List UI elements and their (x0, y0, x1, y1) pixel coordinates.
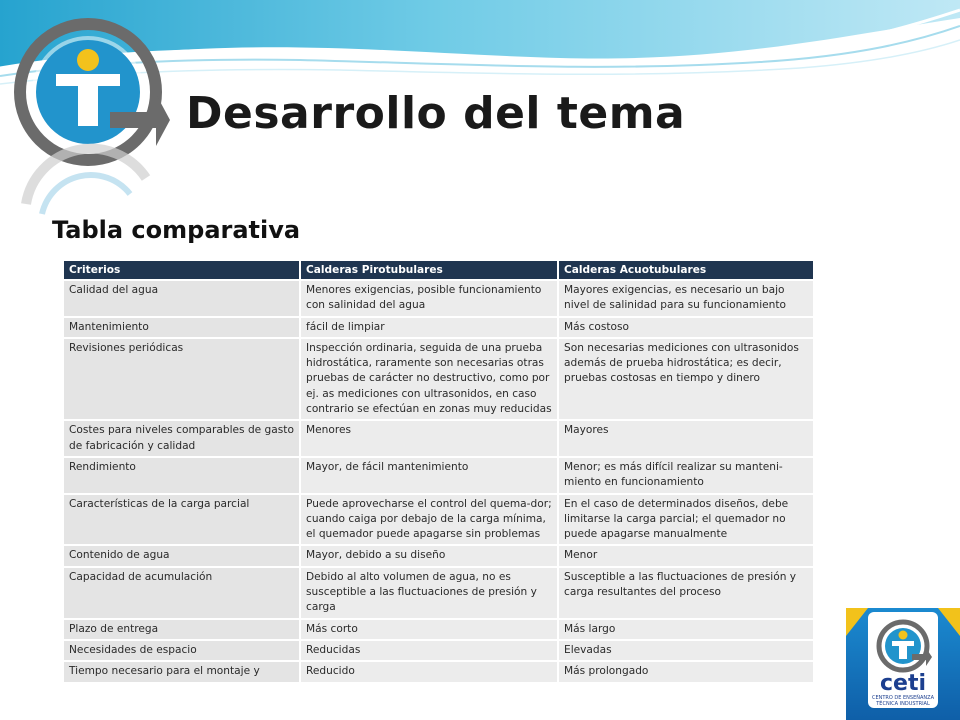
acuotubular-cell: Más costoso (558, 317, 814, 338)
acuotubular-cell: Mayores (558, 420, 814, 457)
table-row (64, 567, 814, 619)
pirotubular-cell: Mayor, debido a su diseño (300, 545, 558, 566)
criterion-cell: Plazo de entrega (64, 619, 300, 640)
table-row (64, 317, 814, 338)
table-row (64, 545, 814, 566)
acuotubular-cell: Elevadas (558, 640, 814, 661)
slide-title: Desarrollo del tema (186, 88, 686, 139)
logo-ceti-mark-icon (6, 8, 172, 246)
pirotubular-cell: Reducido (300, 661, 558, 681)
ceti-tagline-line1: CENTRO DE ENSEÑANZA (871, 695, 935, 701)
table-row (64, 338, 814, 420)
ceti-tagline-line2: TÉCNICA INDUSTRIAL (876, 701, 930, 707)
pirotubular-cell: Más corto (300, 619, 558, 640)
comparison-table-container (64, 261, 814, 693)
acuotubular-cell: Susceptible a las fluctuaciones de presión y carga resultantes del proceso (558, 567, 814, 619)
acuotubular-cell: Mayores exigencias, es necesario un bajo nivel de salinidad para su funcionamiento (558, 280, 814, 317)
header-criterios: Criterios (64, 261, 300, 280)
acuotubular-cell: Más largo (558, 619, 814, 640)
criterion-cell: Capacidad de acumulación (64, 567, 300, 619)
criterion-cell: Mantenimiento (64, 317, 300, 338)
pirotubular-cell: Menores exigencias, posible funcionamiento con salinidad del agua (300, 280, 558, 317)
acuotubular-cell: Menor (558, 545, 814, 566)
pirotubular-cell: Menores (300, 420, 558, 457)
table-row (64, 619, 814, 640)
criterion-cell: Características de la carga parcial (64, 494, 300, 546)
criterion-cell: Tiempo necesario para el montaje y (64, 661, 300, 681)
table-row (64, 457, 814, 494)
pirotubular-cell: Debido al alto volumen de agua, no es susceptible a las fluctuaciones de presión y carga (300, 567, 558, 619)
criterion-cell: Rendimiento (64, 457, 300, 494)
criterion-cell: Necesidades de espacio (64, 640, 300, 661)
table-header-row (64, 261, 814, 280)
table-row (64, 640, 814, 661)
acuotubular-cell: Menor; es más difícil realizar su manteni-miento en funcionamiento (558, 457, 814, 494)
criterion-cell: Calidad del agua (64, 280, 300, 317)
pirotubular-cell: Puede aprovecharse el control del quema-dor; cuando caiga por debajo de la carga mínima, el quemador puede apagarse sin problemas (300, 494, 558, 546)
ceti-corner-logo-icon (846, 608, 960, 720)
table-row (64, 494, 814, 546)
acuotubular-cell: Son necesarias mediciones con ultrasonidos además de prueba hidrostática; es decir, pruebas costosas en tiempo y dinero (558, 338, 814, 420)
pirotubular-cell: Reducidas (300, 640, 558, 661)
header-acuotubulares: Calderas Acuotubulares (558, 261, 814, 280)
table-row (64, 420, 814, 457)
comparison-table (64, 261, 814, 682)
acuotubular-cell: En el caso de determinados diseños, debe limitarse la carga parcial; el quemador no puede apagarse manualmente (558, 494, 814, 546)
header-pirotubulares: Calderas Pirotubulares (300, 261, 558, 280)
table-row (64, 280, 814, 317)
acuotubular-cell: Más prolongado (558, 661, 814, 681)
criterion-cell: Costes para niveles comparables de gasto de fabricación y calidad (64, 420, 300, 457)
pirotubular-cell: Inspección ordinaria, seguida de una prueba hidrostática, raramente son necesarias otras pruebas de carácter no destructivo, como por ej. as mediciones con ultrasonidos, en caso contrario se efectúan en zonas muy reducidas (300, 338, 558, 420)
criterion-cell: Revisiones periódicas (64, 338, 300, 420)
ceti-wordmark: ceti (879, 671, 927, 696)
pirotubular-cell: Mayor, de fácil mantenimiento (300, 457, 558, 494)
table-row (64, 661, 814, 681)
pirotubular-cell: fácil de limpiar (300, 317, 558, 338)
criterion-cell: Contenido de agua (64, 545, 300, 566)
slide-subtitle: Tabla comparativa (52, 216, 301, 244)
